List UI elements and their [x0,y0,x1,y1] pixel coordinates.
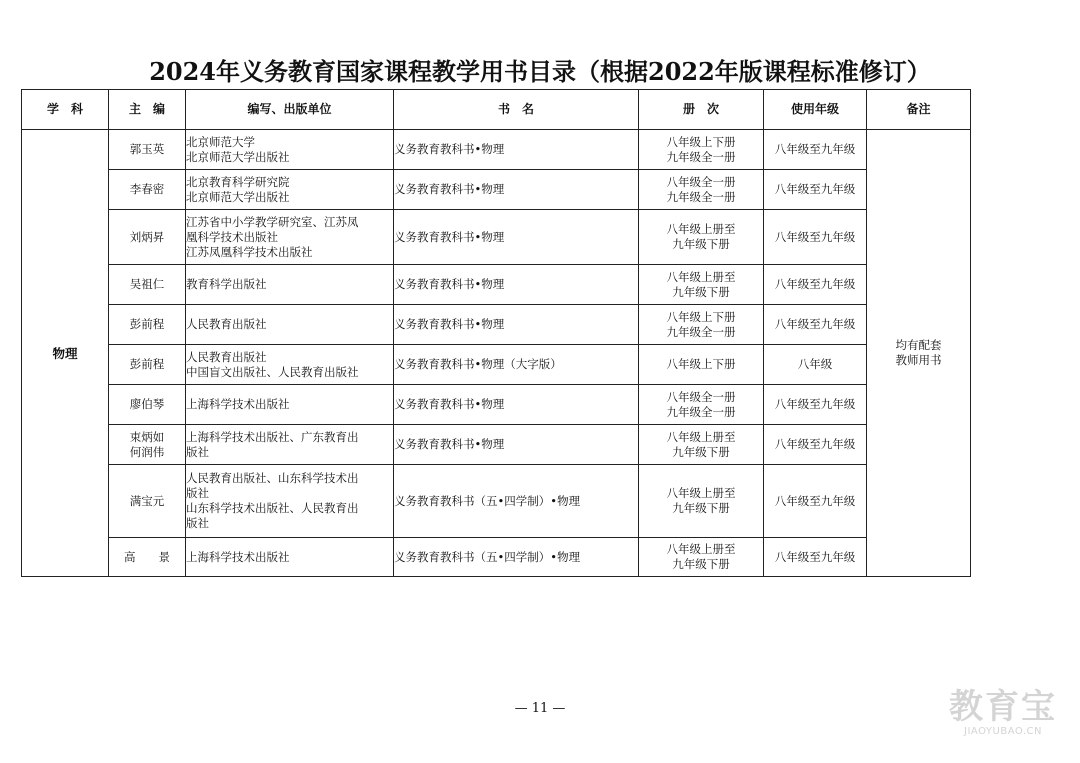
volume-line: 八年级上册至 [666,542,736,556]
publisher-line: 版社 [186,516,209,530]
editor-line: 郭玉英 [129,142,165,156]
volume-cell [639,538,764,577]
publisher-line: 人民教育出版社、山东科学技术出 [186,471,359,485]
editor-line: 彭前程 [129,357,165,371]
publisher-line: 上海科学技术出版社 [186,549,290,564]
publisher-line: 北京师范大学出版社 [186,149,290,164]
publisher-line: 教育科学出版社 [186,277,267,291]
volume-line: 九年级下册 [672,284,730,299]
table-row [22,210,971,265]
publisher-line: 北京教育科学研究院 [186,174,290,189]
volume-line: 八年级上册至 [666,429,736,444]
header-note: 备注 [867,90,971,130]
volume-line: 八年级上下册 [666,309,736,324]
table-row [22,130,971,170]
table-row [22,465,971,538]
header-book: 书 名 [394,90,639,130]
editor-line: 束炳如 [129,429,165,444]
header-editor: 主 编 [109,90,186,130]
publisher-cell [186,170,394,210]
publisher-cell [186,465,394,538]
grade-cell: 八年级至九年级 [764,130,867,170]
grade-cell: 八年级 [764,345,867,385]
editor-cell [109,385,186,425]
header-publisher: 编写、出版单位 [186,90,394,130]
volume-line: 八年级上册至 [666,486,736,500]
editor-line: 满宝元 [129,493,165,508]
editor-line: 吴祖仁 [129,277,165,291]
book-title-cell: 义务教育教科书•物理 [394,385,639,425]
editor-line: 廖伯琴 [129,397,165,411]
publisher-line: 北京师范大学出版社 [186,189,290,204]
note-line: 均有配套 [895,338,942,352]
publisher-cell [186,538,394,577]
page-number: — 11 — [514,701,566,716]
editor-cell [109,210,186,265]
table-row [22,170,971,210]
grade-cell: 八年级至九年级 [764,170,867,210]
book-title-cell: 义务教育教科书•物理 [394,170,639,210]
publisher-line: 江苏省中小学教学研究室、江苏凤 [186,214,359,229]
volume-line: 九年级下册 [672,237,730,251]
publisher-cell [186,345,394,385]
publisher-cell [186,305,394,345]
book-title-cell: 义务教育教科书（五•四学制）•物理 [394,538,639,577]
editor-line: 彭前程 [129,317,165,331]
page-title: 2024年义务教育国家课程教学用书目录（根据2022年版课程标准修订） [149,57,931,86]
table-row [22,385,971,425]
watermark-logo [938,688,1068,738]
grade-cell: 八年级至九年级 [764,305,867,345]
editor-cell [109,305,186,345]
editor-line: 刘炳昇 [129,229,165,244]
publisher-cell [186,210,394,265]
volume-line: 九年级全一册 [666,324,736,339]
watermark-url: JIAOYUBAO.CN [964,726,1042,737]
header-grade: 使用年级 [764,90,867,130]
volume-cell [639,265,764,305]
book-title-cell: 义务教育教科书•物理（大字版） [394,345,639,385]
volume-cell [639,425,764,465]
volume-cell [639,305,764,345]
book-title-cell: 义务教育教科书•物理 [394,425,639,465]
volume-line: 九年级下册 [672,501,730,515]
publisher-line: 版社 [186,486,209,500]
publisher-line: 北京师范大学 [186,134,255,149]
publisher-line: 中国盲文出版社、人民教育出版社 [186,364,359,379]
editor-line: 高 景 [124,549,170,564]
volume-line: 八年级全一册 [666,389,736,404]
note-line: 教师用书 [895,353,942,367]
volume-line: 八年级上下册 [666,134,736,149]
volume-cell [639,170,764,210]
editor-cell [109,538,186,577]
table-row [22,345,971,385]
volume-line: 九年级全一册 [666,189,736,204]
publisher-cell [186,130,394,170]
publisher-line: 上海科学技术出版社、广东教育出 [186,429,359,444]
publisher-line: 人民教育出版社 [186,349,267,364]
book-title-cell: 义务教育教科书（五•四学制）•物理 [394,465,639,538]
editor-cell [109,345,186,385]
book-title-cell: 义务教育教科书•物理 [394,305,639,345]
editor-line: 李春密 [129,182,165,196]
publisher-line: 人民教育出版社 [186,317,267,331]
publisher-cell [186,385,394,425]
book-title-cell: 义务教育教科书•物理 [394,265,639,305]
publisher-line: 山东科学技术出版社、人民教育出 [186,501,359,515]
publisher-line: 江苏凤凰科学技术出版社 [186,244,313,259]
publisher-line: 凰科学技术出版社 [186,229,278,244]
grade-cell: 八年级至九年级 [764,425,867,465]
note-cell [867,130,971,577]
grade-cell: 八年级至九年级 [764,465,867,538]
editor-cell [109,130,186,170]
volume-line: 八年级上册至 [666,269,736,284]
volume-line: 九年级下册 [672,444,730,459]
editor-cell [109,465,186,538]
table-row [22,538,971,577]
editor-line: 何润伟 [129,444,165,459]
grade-cell: 八年级至九年级 [764,385,867,425]
grade-cell: 八年级至九年级 [764,538,867,577]
volume-cell [639,385,764,425]
volume-cell [639,210,764,265]
volume-line: 八年级全一册 [666,174,736,189]
volume-line: 九年级全一册 [666,149,736,164]
textbook-catalog-table [21,89,971,577]
watermark-text: 教育宝 [949,687,1057,727]
publisher-cell [186,265,394,305]
volume-cell [639,465,764,538]
header-row [22,90,971,130]
publisher-line: 上海科学技术出版社 [186,397,290,411]
volume-line: 八年级上册至 [666,222,736,236]
book-title-cell: 义务教育教科书•物理 [394,210,639,265]
grade-cell: 八年级至九年级 [764,210,867,265]
header-subject: 学 科 [22,90,109,130]
table-row [22,265,971,305]
volume-line: 九年级下册 [672,557,730,571]
grade-cell: 八年级至九年级 [764,265,867,305]
table-row [22,425,971,465]
volume-cell [639,345,764,385]
volume-line: 九年级全一册 [666,404,736,419]
publisher-line: 版社 [186,444,209,459]
volume-line: 八年级上下册 [666,357,736,371]
volume-cell [639,130,764,170]
table-row [22,305,971,345]
editor-cell [109,425,186,465]
publisher-cell [186,425,394,465]
header-volume: 册 次 [639,90,764,130]
editor-cell [109,265,186,305]
book-title-cell: 义务教育教科书•物理 [394,130,639,170]
subject-cell: 物理 [22,130,109,577]
editor-cell [109,170,186,210]
